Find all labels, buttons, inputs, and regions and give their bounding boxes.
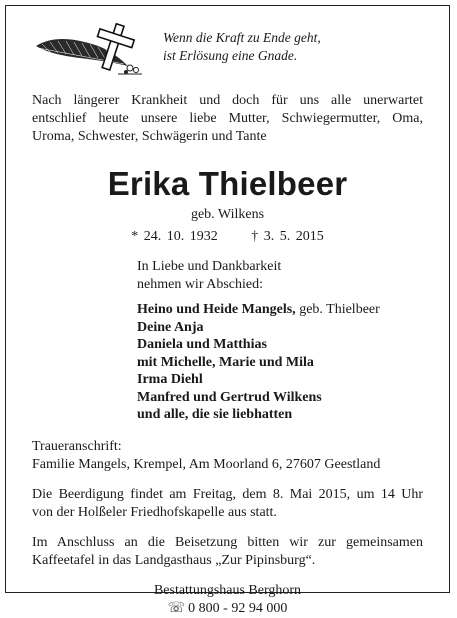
mourners-block — [137, 258, 423, 424]
mourner-name: mit Michelle, Marie und Mila — [137, 354, 314, 370]
death-date: † 3. 5. 2015 — [251, 229, 324, 244]
intro-line: Uroma, Schwester, Schwägerin und Tante — [32, 129, 267, 144]
address-value: Familie Mangels, Krempel, Am Moorland 6, 27607 Geestland — [32, 456, 381, 472]
undertaker-name: Bestattungshaus Berghorn — [153, 582, 302, 598]
undertaker-phone-line — [32, 600, 423, 618]
obituary-notice — [5, 5, 450, 616]
funeral-line: Die Beerdigung findet am Freitag, dem 8. Mai 2015, um 14 Uhr — [32, 486, 423, 502]
reception-line: Im Anschluss an die Beisetzung bitten wir zur gemeinsamen — [32, 534, 423, 550]
reception-paragraph — [32, 534, 423, 570]
undertaker-phone: 0 800 - 92 94 000 — [188, 600, 288, 616]
address-block — [32, 438, 423, 474]
mourner-entry — [137, 336, 423, 354]
quote-line: ist Erlösung eine Gnade. — [163, 48, 298, 63]
deceased-name: Erika Thielbeer — [107, 165, 348, 202]
mourner-entry — [137, 354, 423, 372]
funeral-paragraph — [32, 486, 423, 522]
mourner-entry — [137, 371, 423, 389]
quote-line: Wenn die Kraft zu Ende geht, — [163, 30, 321, 45]
mourner-entry — [137, 301, 423, 319]
funeral-line: von der Holßeler Friedhofskapelle aus statt. — [32, 504, 277, 520]
mourner-name: Deine Anja — [137, 319, 204, 335]
intro-paragraph — [32, 92, 423, 146]
mourner-note: geb. Thielbeer — [295, 302, 380, 317]
intro-line: Nach längerer Krankheit und doch für uns alle unerwartet — [32, 93, 423, 108]
birth-date: * 24. 10. 1932 — [131, 229, 218, 244]
mourner-entry — [137, 406, 423, 424]
quote-text — [163, 29, 321, 65]
reception-line: Kaffeetafel in das Landgasthaus „Zur Pipinsburg“. — [32, 552, 316, 568]
intro-line: entschlief heute unsere liebe Mutter, Schwiegermutter, Oma, — [32, 111, 423, 126]
life-dates — [32, 228, 423, 246]
mourner-name: Irma Diehl — [137, 372, 203, 387]
header-section — [32, 6, 423, 76]
address-label: Traueranschrift: — [32, 438, 122, 454]
mourner-entry — [137, 389, 423, 407]
birth-name: geb. Wilkens — [190, 207, 265, 222]
mourner-name: Heino und Heide Mangels, — [137, 302, 296, 317]
mourner-name: Manfred und Gertrud Wilkens — [137, 389, 322, 405]
farewell-line: In Liebe und Dankbarkeit — [137, 259, 282, 274]
mourner-name: Daniela und Matthias — [137, 337, 267, 352]
phone-icon: ☏ — [167, 600, 186, 616]
mourner-entry — [137, 319, 423, 337]
farewell-line: nehmen wir Abschied: — [137, 276, 263, 292]
cross-emblem-icon — [32, 22, 147, 82]
mourner-name: und alle, die sie liebhatten — [137, 407, 293, 422]
